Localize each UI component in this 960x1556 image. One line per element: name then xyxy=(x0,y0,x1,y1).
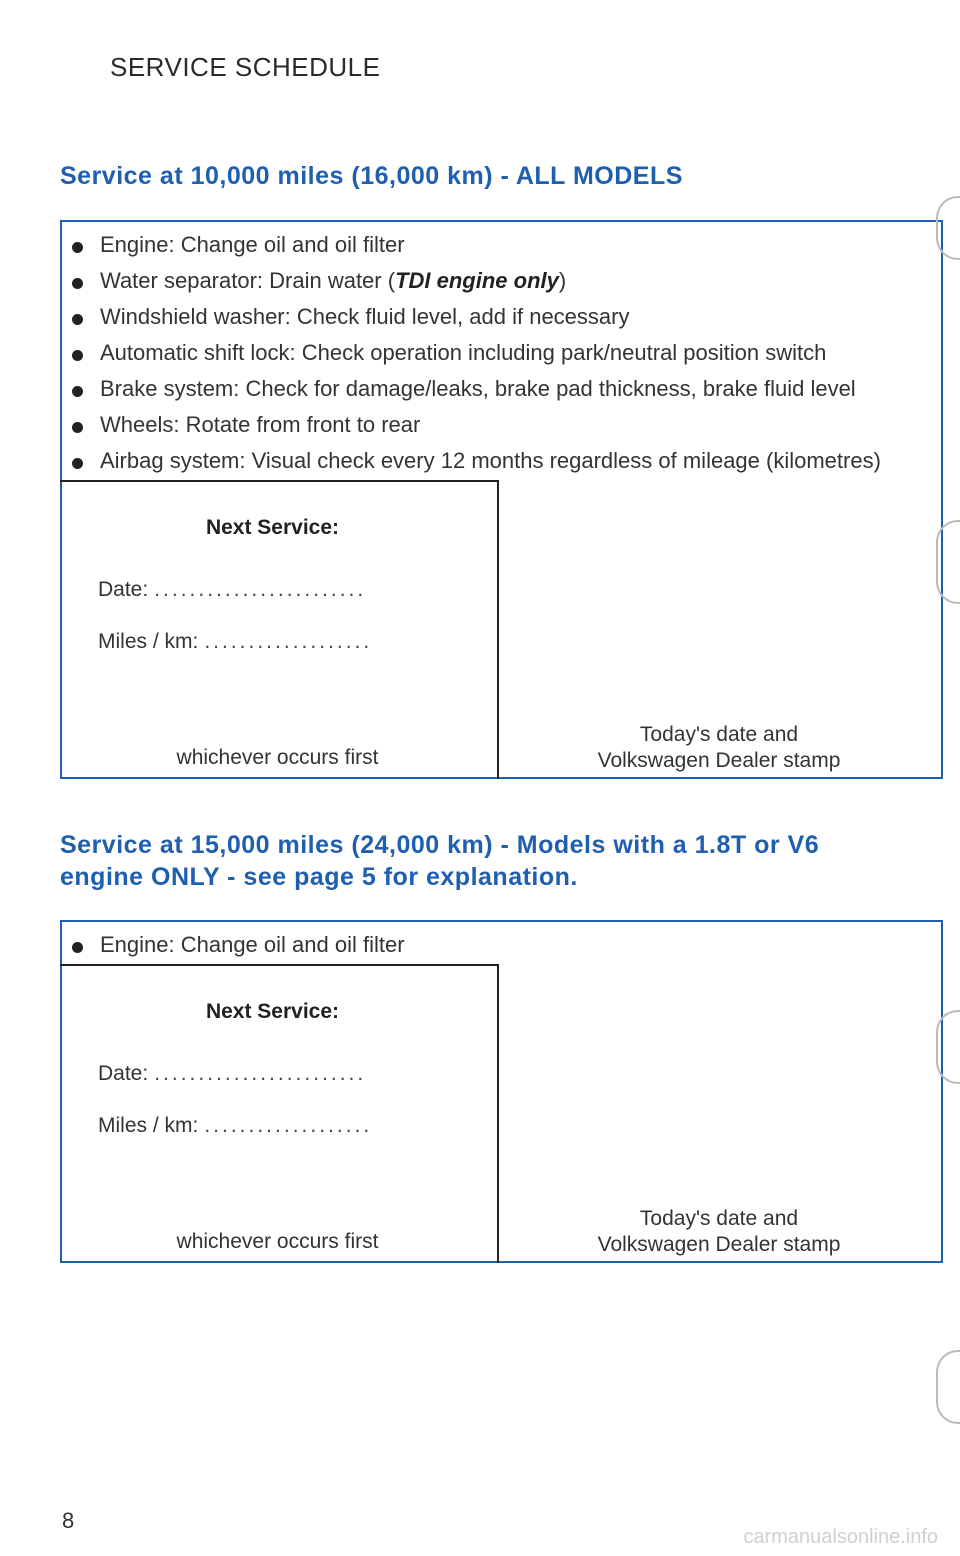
water-item-text: Water separator: Drain water ( xyxy=(100,268,396,293)
service-box-10000 xyxy=(60,220,943,779)
whichever-note: whichever occurs first xyxy=(176,746,379,769)
miles-label: Miles / km: xyxy=(98,1114,199,1137)
miles-dots: ................... xyxy=(204,1114,373,1137)
watermark: carmanualsonline.info xyxy=(743,1526,938,1548)
binder-tab xyxy=(936,1010,960,1084)
binder-tab xyxy=(936,196,960,260)
date-dots: ........................ xyxy=(154,578,367,601)
binder-tab xyxy=(936,1350,960,1424)
dealer-stamp-area xyxy=(499,1206,939,1258)
checklist-item: Automatic shift lock: Check operation including park/neutral position switch xyxy=(100,340,827,365)
page-number: 8 xyxy=(62,1508,75,1533)
next-service-title: Next Service: xyxy=(205,516,340,539)
date-field xyxy=(98,1062,366,1086)
date-dots: ........................ xyxy=(154,1062,367,1085)
stamp-line-1: Today's date and xyxy=(639,1207,799,1230)
checklist-item: Brake system: Check for damage/leaks, brake pad thickness, brake fluid level xyxy=(100,376,856,401)
binder-tab xyxy=(936,520,960,604)
checklist-item: Engine: Change oil and oil filter xyxy=(100,232,405,257)
date-label: Date: xyxy=(98,1062,149,1085)
section-heading-10000: Service at 10,000 miles (16,000 km) - ALL MODELS xyxy=(60,162,683,190)
checklist-item-water-separator xyxy=(100,268,566,294)
heading-line-2: engine ONLY - see page 5 for explanation. xyxy=(60,863,578,891)
page-header: SERVICE SCHEDULE xyxy=(110,52,381,82)
checklist-item: Engine: Change oil and oil filter xyxy=(100,932,405,957)
checklist-item: Wheels: Rotate from front to rear xyxy=(100,412,421,437)
miles-dots: ................... xyxy=(204,630,373,653)
miles-field xyxy=(98,1114,372,1138)
water-item-close: ) xyxy=(558,268,567,293)
section-heading-15000 xyxy=(60,829,940,893)
miles-label: Miles / km: xyxy=(98,630,199,653)
tdi-emphasis: TDI engine only xyxy=(395,268,559,293)
dealer-stamp-area xyxy=(499,722,939,774)
date-field xyxy=(98,578,366,602)
stamp-line-1: Today's date and xyxy=(639,723,799,746)
miles-field xyxy=(98,630,372,654)
service-box-15000 xyxy=(60,920,943,1263)
stamp-line-2: Volkswagen Dealer stamp xyxy=(597,1233,841,1256)
checklist-item: Airbag system: Visual check every 12 months regardless of mileage (kilometres) xyxy=(100,448,881,473)
whichever-note: whichever occurs first xyxy=(176,1230,379,1253)
stamp-line-2: Volkswagen Dealer stamp xyxy=(597,749,841,772)
next-service-title: Next Service: xyxy=(205,1000,340,1023)
checklist-item: Windshield washer: Check fluid level, add if necessary xyxy=(100,304,630,329)
next-service-panel xyxy=(60,480,499,779)
next-service-panel xyxy=(60,964,499,1263)
heading-line-1: Service at 15,000 miles (24,000 km) - Models with a 1.8T or V6 xyxy=(60,831,820,859)
date-label: Date: xyxy=(98,578,149,601)
